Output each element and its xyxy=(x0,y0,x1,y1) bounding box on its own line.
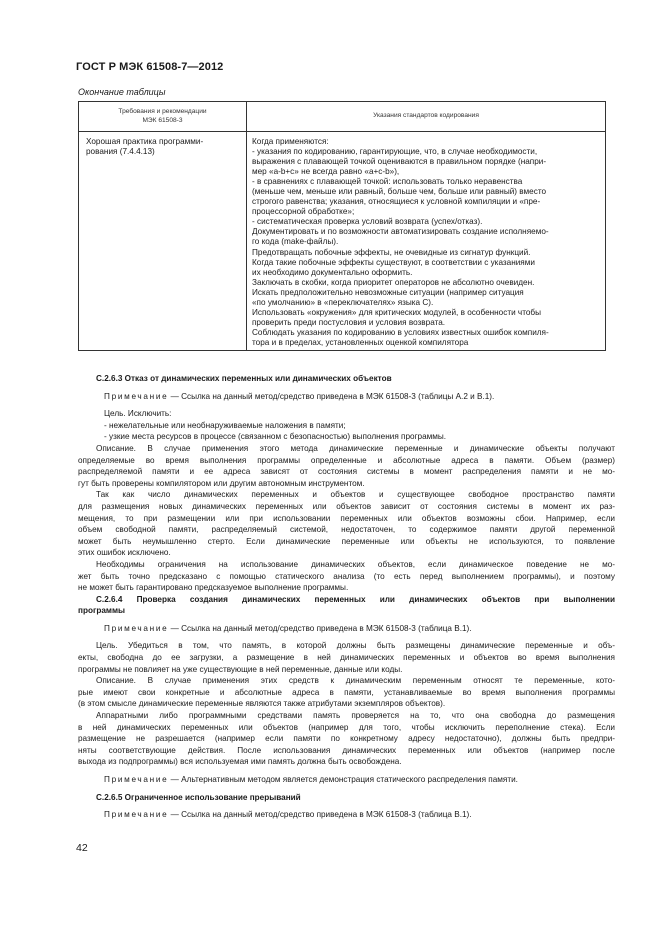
guidance-line: - указания по кодированию, гарантирующие, что, в случае необходимости, xyxy=(252,147,538,157)
section-heading-c264: С.2.6.4 Проверка создания динамических переменных или динамических объектов при выполнении xyxy=(96,594,615,604)
guidance-line: Когда такие побочные эффекты существуют, в соответствии с указаниями xyxy=(252,257,535,267)
guidance-line: - в сравнениях с плавающей точкой: использовать только неравенства xyxy=(252,177,523,187)
note-c263 xyxy=(78,391,615,403)
section-heading-c265: С.2.6.5 Ограниченное использование прерываний xyxy=(96,792,301,802)
paragraph-line: няты соответствующие действия. После использования динамических переменных или объектов (например после xyxy=(78,745,615,755)
guidance-line: проверить преди постусловия и условия возврата. xyxy=(252,317,446,327)
note-c265 xyxy=(78,809,615,821)
guidance-line: «по умолчанию» в «переключателях» языка С). xyxy=(252,297,434,307)
paragraph-line: (в этом смысле динамические переменные являются также атрибутами экземпляров объектов). xyxy=(78,699,446,709)
guidance-line: тора и в пределах, установленных оценкой компилятора xyxy=(252,337,469,347)
paragraph-line: екты, свободна до ее загрузки, а размещение в ней динамических переменных и объектов во время выполнения xyxy=(78,653,615,663)
guidance-line: их необходимо документально оформить. xyxy=(252,267,413,277)
page-number: 42 xyxy=(76,842,88,854)
note-text: — Ссылка на данный метод/средство приведена в МЭК 61508-3 (таблицы А.2 и В.1). xyxy=(168,391,495,401)
paragraph-line: не может быть гарантировано предсказуемое выполнение программы. xyxy=(78,583,349,593)
paragraph-line: в ней динамических переменных или объектов (например для того, чтобы исключить переполнение стека). Если xyxy=(78,722,615,732)
note-label: Примечание xyxy=(104,391,169,401)
note-c264-alt xyxy=(78,774,615,786)
paragraph-line: Аппаратными либо программными средствами память проверяется на то, что она свободна до размещения xyxy=(96,711,615,721)
paragraph-line: этих ошибок исключено. xyxy=(78,548,171,558)
paragraph-line: Описание. В случае применения этого метода динамические переменные и динамические объекты получают xyxy=(96,443,615,453)
note-c264 xyxy=(78,623,615,635)
requirement-cell xyxy=(79,132,247,351)
note-label: Примечание xyxy=(104,623,169,633)
guidance-line: мер «a-b+c» не всегда равно «a+c-b»), xyxy=(252,167,400,177)
paragraph-line: гут быть проверены компилятором или другим автономным инструментом. xyxy=(78,478,365,488)
paragraph-line: Описание. В случае применения этих средств к динамическим переменным относят те переменные, кото- xyxy=(96,676,615,686)
guidance-line: Соблюдать указания по кодированию в условиях известных ошибок компиля- xyxy=(252,327,549,337)
guidance-line: Заключать в скобки, когда приоритет операторов не абсолютно очевиден. xyxy=(252,277,535,287)
note-text: — Альтернативным методом является демонстрация статического распределения памяти. xyxy=(168,775,518,784)
note-text: — Ссылка на данный метод/средство приведена в МЭК 61508-3 (таблица В.1). xyxy=(168,810,472,820)
document-header: ГОСТ Р МЭК 61508-7—2012 xyxy=(76,61,224,73)
col1-header-line: МЭК 61508-3 xyxy=(142,116,183,124)
table-header-row xyxy=(79,102,606,132)
bullet-item: - нежелательные или необнаруживаемые наложения в памяти; xyxy=(104,420,346,430)
requirement-line: рования (7.4.4.13) xyxy=(86,147,155,157)
paragraph-line: программы не повлияет на уже существующие в ней переменные, данные или коды. xyxy=(78,664,403,674)
paragraph-line: Так как число динамических переменных и объектов и существующее свободное пространство памяти xyxy=(96,490,615,500)
guidance-line: Искать предположительно невозможные ситуации (например ситуация xyxy=(252,287,524,297)
goal-c263: Цель. Исключить: xyxy=(104,409,172,419)
paragraph-line: Цель. Убедиться в том, что память, в которой должны быть размещены динамические переменные и объ- xyxy=(96,641,615,651)
guidance-line: Документировать и по возможности автоматизировать создание исполняемо- xyxy=(252,227,549,237)
paragraph-line: для размещения новых динамических переменных или объектов зависит от состояния системы в момент их раз- xyxy=(78,501,615,511)
paragraph-line: жет быть точно предсказано с помощью статического анализа (то есть перед выполнением программы), и поэтому xyxy=(78,571,615,581)
guidance-line: процессорной обработке»; xyxy=(252,207,355,217)
paragraph-line: может быть неумышленно стерто. Если динамические переменные или объекты не используются, то появление xyxy=(78,536,615,546)
paragraph-line: рые имеют свои конкретные и абсолютные адреса в памяти, устанавливаемые во время выполнения программы xyxy=(78,687,615,697)
paragraph-line: Необходимы ограничения на использование динамических объектов, если динамическое поведение не мо- xyxy=(96,559,615,569)
standards-table xyxy=(78,101,606,351)
col2-header: Указания стандартов кодирования xyxy=(247,102,606,132)
col1-header-line: Требования и рекомендации xyxy=(118,107,207,115)
guidance-line: строгого равенства; указания, относящиеся к условной компиляции и «пре- xyxy=(252,197,541,207)
paragraph-line: объем свободной памяти, распределяемый системой, недостаточен, то содержимое памяти другой переменной xyxy=(78,525,615,535)
section-heading-c264-cont: программы xyxy=(78,606,126,616)
bullet-item: - узкие места ресурсов в процессе (связанном с безопасностью) выполнения программы. xyxy=(104,432,447,442)
guidance-cell xyxy=(247,132,606,351)
guidance-line: - систематическая проверка условий возврата (успех/отказ). xyxy=(252,217,483,227)
note-text: — Ссылка на данный метод/средство приведена в МЭК 61508-3 (таблица В.1). xyxy=(168,623,472,633)
col1-header xyxy=(79,102,247,132)
note-label: Примечание xyxy=(104,810,169,820)
guidance-line: Предотвращать побочные эффекты, не очевидные из сигнатур функций. xyxy=(252,247,531,257)
guidance-line: Когда применяются: xyxy=(252,137,329,146)
note-label: Примечание xyxy=(104,775,169,784)
section-heading-c263: С.2.6.3 Отказ от динамических переменных или динамических объектов xyxy=(96,374,392,383)
paragraph-line: определяемые во время выполнения программы определенные и абсолютные адреса в памяти. Объем (размер) xyxy=(78,455,615,465)
guidance-line: Использовать «окружения» для критических модулей, в особенности чтобы xyxy=(252,307,541,317)
table-row xyxy=(79,132,606,351)
paragraph-line: выхода из подпрограммы) вся используемая ими память должна быть освобождена. xyxy=(78,757,402,767)
paragraph-line: размещение не разрешается (например если памяти по конкретному адресу недостаточно), должны быть предпри- xyxy=(78,734,615,744)
guidance-line: выражения с плавающей точкой оцениваются в правильном порядке (напри- xyxy=(252,157,547,167)
guidance-line: го кода (make-файлы). xyxy=(252,237,339,247)
body-text xyxy=(78,373,615,821)
requirement-line: Хорошая практика программи- xyxy=(86,137,204,146)
table-caption: Окончание таблицы xyxy=(78,87,166,97)
paragraph-line: мещения, то при размещении или при использовании переменных или объектов возможны сбои. Например, если xyxy=(78,513,615,523)
guidance-line: (меньше чем, меньше или равный, больше чем, больше или равный) вместо xyxy=(252,187,547,197)
paragraph-line: распределяемой памяти и ее адреса зависят от состояния системы в момент распределения памяти и не мо- xyxy=(78,467,615,477)
